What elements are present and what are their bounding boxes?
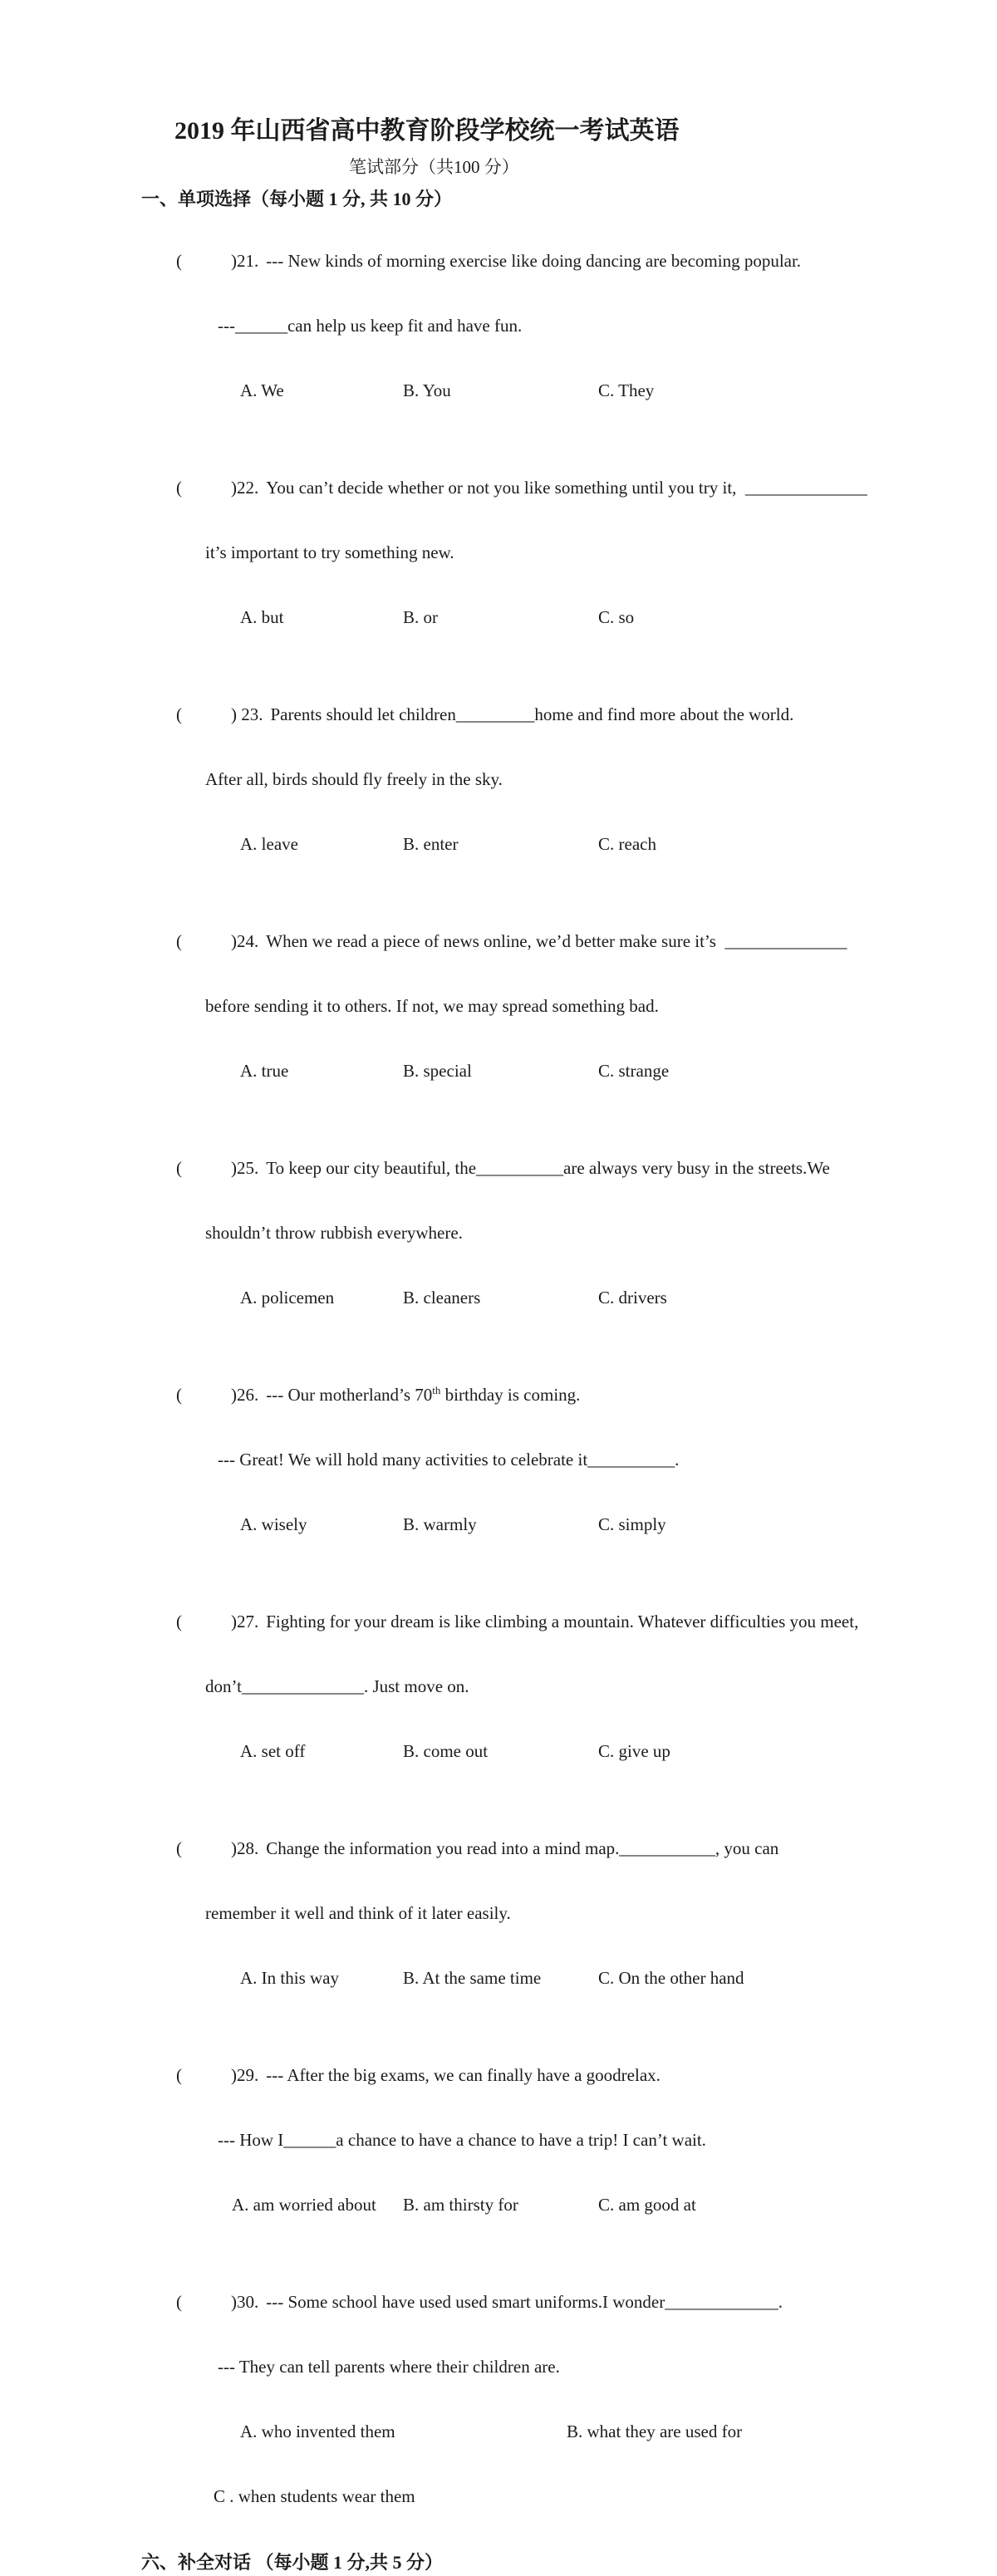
option-a: A. policemen [240, 1288, 335, 1308]
answer-bracket [176, 1379, 237, 1411]
question-text: --- New kinds of morning exercise like doing dancing are becoming popular. [266, 251, 802, 271]
answer-bracket [176, 699, 237, 731]
paren-close: ) [231, 1385, 237, 1405]
paren-open: ( [176, 1612, 182, 1631]
option-c: C. give up [598, 1741, 670, 1761]
question-text-line2: shouldn’t throw rubbish everywhere. [205, 1223, 463, 1243]
paren-open: ( [176, 2065, 182, 2085]
options-row [205, 342, 947, 439]
option-c: C. reach [598, 834, 656, 854]
question-28 [141, 1800, 947, 2027]
question-number: 28. [237, 1838, 259, 1858]
paren-close: ) [231, 1838, 237, 1858]
question-text-line2: don’t______________. Just move on. [205, 1676, 469, 1696]
options-row [205, 1249, 947, 1347]
options-row [197, 2156, 947, 2254]
question-text-line2: it’s important to try something new. [205, 542, 454, 562]
option-a: A. In this way [240, 1968, 339, 1988]
question-text: --- After the big exams, we can finally have a goodrelax. [266, 2065, 661, 2085]
option-a: A. leave [240, 834, 298, 854]
paren-open: ( [176, 704, 182, 724]
options-row [205, 1703, 947, 1800]
paren-close: ) [231, 1158, 237, 1178]
question-text-line2: --- Great! We will hold many activities to celebrate it__________. [218, 1450, 680, 1470]
option-b: B. am thirsty for [403, 2195, 518, 2215]
question-number: 29. [237, 2065, 259, 2085]
option-b: B. or [403, 607, 438, 627]
question-text-line2: ---______can help us keep fit and have fun. [218, 316, 523, 336]
question-text: Change the information you read into a mind map.___________, you can [266, 1838, 779, 1858]
question-number: 23. [237, 704, 263, 724]
option-a: A. wisely [240, 1514, 307, 1534]
paren-close: ) [231, 251, 237, 271]
option-a: A. who invented them [240, 2421, 395, 2441]
question-number: 26. [237, 1385, 259, 1405]
option-c: C. simply [598, 1514, 666, 1534]
paren-close: ) [231, 2065, 237, 2085]
answer-bracket [176, 2286, 237, 2318]
option-b: B. enter [403, 834, 459, 854]
answer-bracket [176, 1606, 237, 1638]
paren-open: ( [176, 1385, 182, 1405]
option-c: C. On the other hand [598, 1968, 744, 1988]
paren-close: ) [231, 1612, 237, 1631]
ordinal-suffix: th [432, 1384, 441, 1396]
question-number: 22. [237, 478, 259, 498]
option-a: A. am worried about [232, 2195, 376, 2215]
question-22 [141, 439, 947, 666]
question-number: 24. [237, 931, 259, 951]
option-b: B. At the same time [403, 1968, 542, 1988]
question-text: To keep our city beautiful, the__________are always very busy in the streets.We [266, 1158, 830, 1178]
option-b: B. You [403, 380, 451, 400]
question-30 [141, 2254, 947, 2513]
question-text: When we read a piece of news online, we’d better make sure it’s ______________ [266, 931, 847, 951]
question-list [141, 213, 947, 2513]
question-26 [141, 1347, 947, 1573]
question-text: --- Our motherland’s 70th birthday is coming. [266, 1384, 581, 1405]
options-row [205, 2383, 947, 2480]
option-b: B. what they are used for [567, 2421, 743, 2441]
question-23 [141, 666, 947, 893]
options-row [205, 569, 947, 666]
option-b: B. warmly [403, 1514, 477, 1534]
section-six-heading: 六、补全对话 （每小题 1 分,共 5 分） [141, 2552, 444, 2573]
paren-open: ( [176, 1838, 182, 1858]
question-text: You can’t decide whether or not you like something until you try it, ______________ [266, 478, 867, 498]
options-row [205, 1023, 947, 1120]
options-row [205, 796, 947, 893]
question-number: 25. [237, 1158, 259, 1178]
paren-open: ( [176, 251, 182, 271]
paren-close: ) [231, 704, 237, 724]
page-title: 2019 年山西省高中教育阶段学校统一考试英语 [174, 117, 680, 145]
answer-bracket [176, 925, 237, 958]
section-one-heading: 一、单项选择（每小题 1 分, 共 10 分） [141, 189, 453, 209]
question-text: Fighting for your dream is like climbing a mountain. Whatever difficulties you meet, [266, 1612, 859, 1631]
paren-open: ( [176, 931, 182, 951]
question-text-line2: --- They can tell parents where their children are. [218, 2357, 560, 2377]
answer-bracket [176, 1152, 237, 1185]
paren-close: ) [231, 931, 237, 951]
answer-bracket [176, 245, 237, 277]
option-c: C. so [598, 607, 635, 627]
page-subtitle: 笔试部分（共100 分） [349, 157, 519, 177]
paren-open: ( [176, 1158, 182, 1178]
question-text-line2: before sending it to others. If not, we may spread something bad. [205, 996, 659, 1016]
options-row [205, 1930, 947, 2027]
question-29 [141, 2027, 947, 2254]
option-a: A. set off [240, 1741, 306, 1761]
paren-close: ) [231, 2292, 237, 2312]
option-c: C . when students wear them [214, 2486, 415, 2506]
question-text-line2: --- How I______a chance to have a chance to have a trip! I can’t wait. [218, 2130, 706, 2150]
question-21 [141, 213, 947, 439]
option-c: C. am good at [598, 2195, 696, 2215]
question-24 [141, 893, 947, 1120]
option-b: B. special [403, 1061, 472, 1081]
options-row [205, 1476, 947, 1573]
answer-bracket [176, 1833, 237, 1865]
option-b: B. cleaners [403, 1288, 481, 1308]
paren-close: ) [231, 478, 237, 498]
question-text: --- Some school have used used smart uniforms.I wonder_____________. [266, 2292, 783, 2312]
question-27 [141, 1573, 947, 1800]
answer-bracket [176, 472, 237, 504]
question-number: 30. [237, 2292, 259, 2312]
question-number: 27. [237, 1612, 259, 1631]
question-text-line2: remember it well and think of it later easily. [205, 1903, 511, 1923]
option-c: C. They [598, 380, 655, 400]
question-25 [141, 1120, 947, 1347]
option-b: B. come out [403, 1741, 489, 1761]
option-a: A. but [240, 607, 284, 627]
question-number: 21. [237, 251, 259, 271]
answer-bracket [176, 2059, 237, 2092]
paren-open: ( [176, 478, 182, 498]
question-text-line2: After all, birds should fly freely in the sky. [205, 769, 503, 789]
question-text: Parents should let children_________home and find more about the world. [270, 704, 794, 724]
option-a: A. true [240, 1061, 289, 1081]
option-c: C. drivers [598, 1288, 667, 1308]
paren-open: ( [176, 2292, 182, 2312]
option-a: A. We [240, 380, 284, 400]
option-c: C. strange [598, 1061, 670, 1081]
